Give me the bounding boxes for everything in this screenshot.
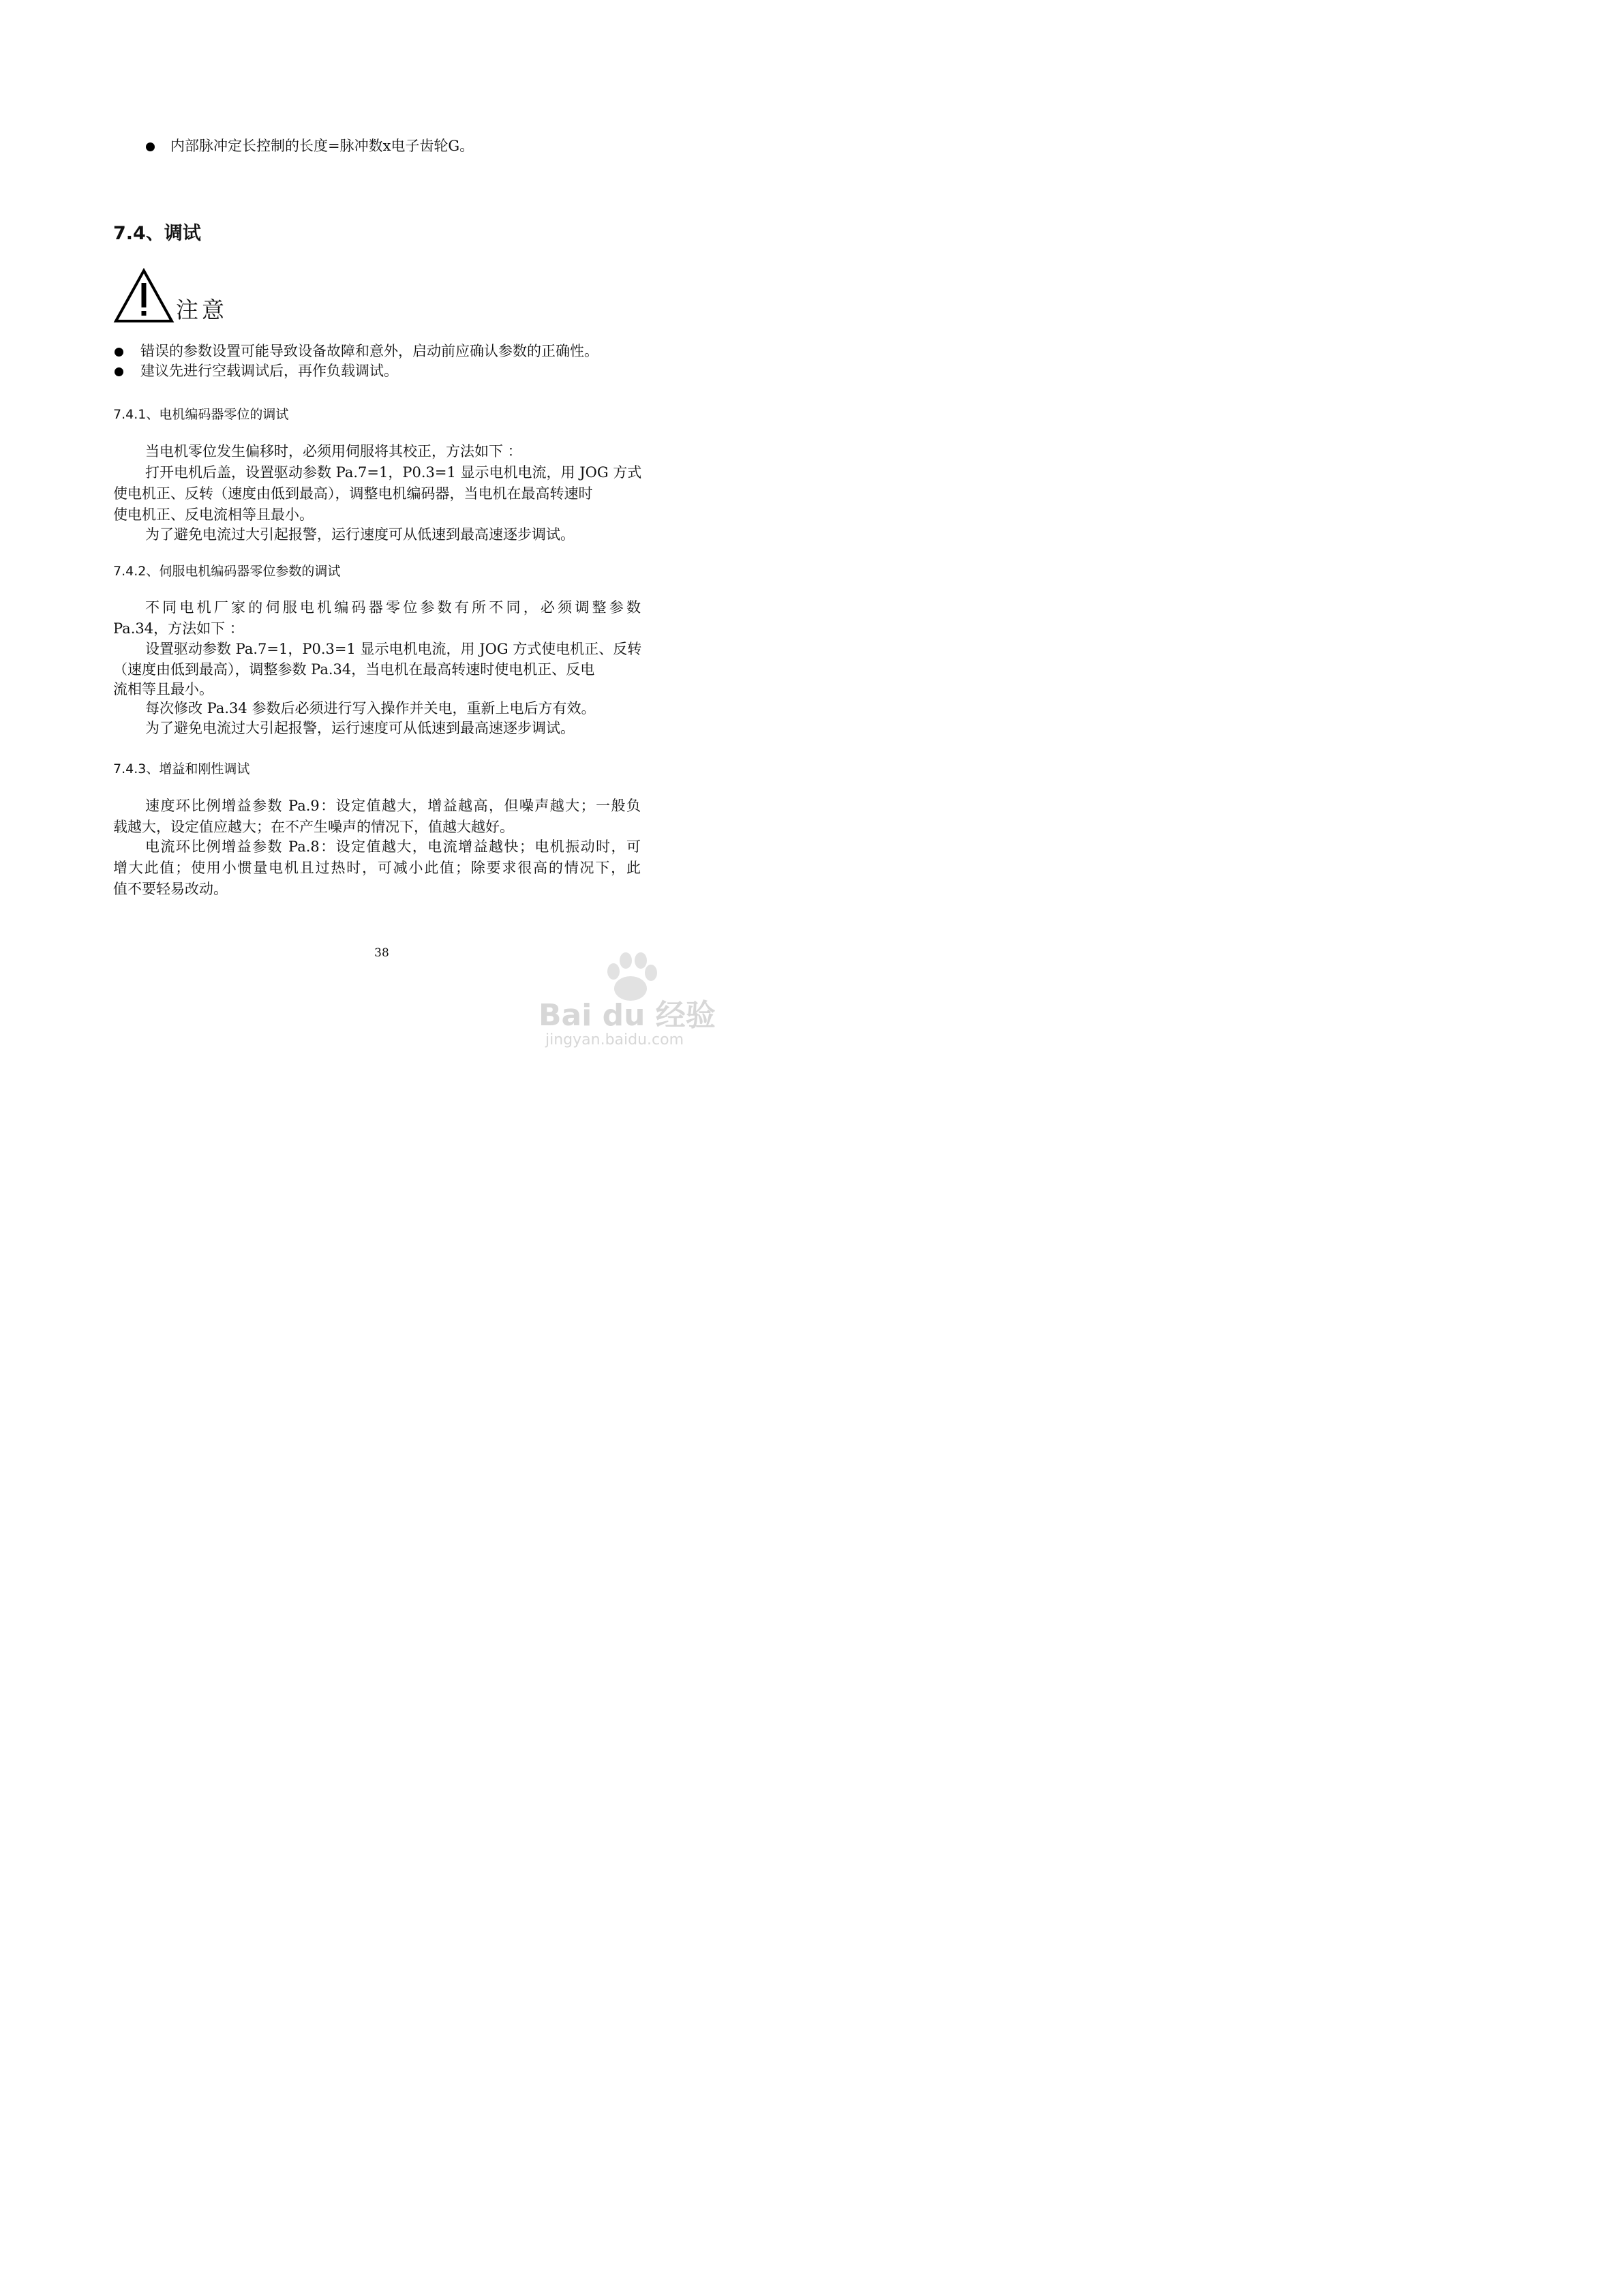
paragraph-line: 值不要轻易改动。 [113,881,228,897]
page-number: 38 [374,946,389,960]
bullet-dot [115,367,123,376]
paragraph-line: 流相等且最小。 [113,681,213,697]
bullet-dot [146,142,155,151]
paragraph-line: 载越大，设定值应越大；在不产生噪声的情况下，值越大越好。 [113,819,514,835]
warning-triangle-icon [113,268,175,324]
paragraph-line: 使电机正、反转（速度由低到最高），调整电机编码器，当电机在最高转速时 [113,485,593,502]
subsection-title-742: 7.4.2、伺服电机编码器零位参数的调试 [113,564,341,579]
paragraph-line: Pa.34，方法如下 ： [113,620,244,637]
caution-bullet-2: 建议先进行空载调试后，再作负载调试。 [140,363,398,379]
paragraph-line: 为了避免电流过大引起报警，运行速度可从低速到最高速逐步调试。 [145,720,575,736]
top-bullet-text: 内部脉冲定长控制的长度=脉冲数x电子齿轮G。 [170,138,474,154]
paragraph-line: 打开电机后盖，设置驱动参数 Pa.7=1，P0.3=1 显示电机电流，用 JOG 方式 [145,464,642,481]
paragraph-line: 当电机零位发生偏移时，必须用伺服将其校正，方法如下 ： [145,443,522,459]
paragraph-line: 每次修改 Pa.34 参数后必须进行写入操作并关电，重新上电后方有效。 [145,700,596,716]
paragraph-line: 不同电机厂家的伺服电机编码器零位参数有所不同，必须调整参数 [145,599,641,616]
caution-block [113,268,229,325]
caution-label: 注意 [176,297,228,323]
paragraph-line: 为了避免电流过大引起报警，运行速度可从低速到最高速逐步调试。 [145,526,575,543]
baidu-watermark [539,951,743,1053]
paragraph-line: （速度由低到最高），调整参数 Pa.34，当电机在最高转速时使电机正、反电 [113,661,595,678]
paragraph-line: 电流环比例增益参数 Pa.8：设定值越大，电流增益越快；电机振动时，可 [145,839,641,855]
bullet-dot [115,348,123,357]
paragraph-line: 设置驱动参数 Pa.7=1，P0.3=1 显示电机电流，用 JOG 方式使电机正、反转 [145,641,642,657]
paragraph-line: 增大此值；使用小惯量电机且过热时，可减小此值；除要求很高的情况下，此 [113,860,641,876]
caution-bullet-1: 错误的参数设置可能导致设备故障和意外，启动前应确认参数的正确性。 [140,343,598,359]
watermark-logo: Bai du 经验 [539,998,716,1033]
watermark-url: jingyan.baidu.com [545,1031,684,1048]
paragraph-line: 速度环比例增益参数 Pa.9：设定值越大，增益越高，但噪声越大；一般负 [145,798,641,814]
subsection-title-741: 7.4.1、电机编码器零位的调试 [113,407,289,422]
section-title: 7.4、调试 [113,223,201,244]
subsection-title-743: 7.4.3、增益和刚性调试 [113,761,250,776]
paragraph-line: 使电机正、反电流相等且最小。 [113,507,314,523]
